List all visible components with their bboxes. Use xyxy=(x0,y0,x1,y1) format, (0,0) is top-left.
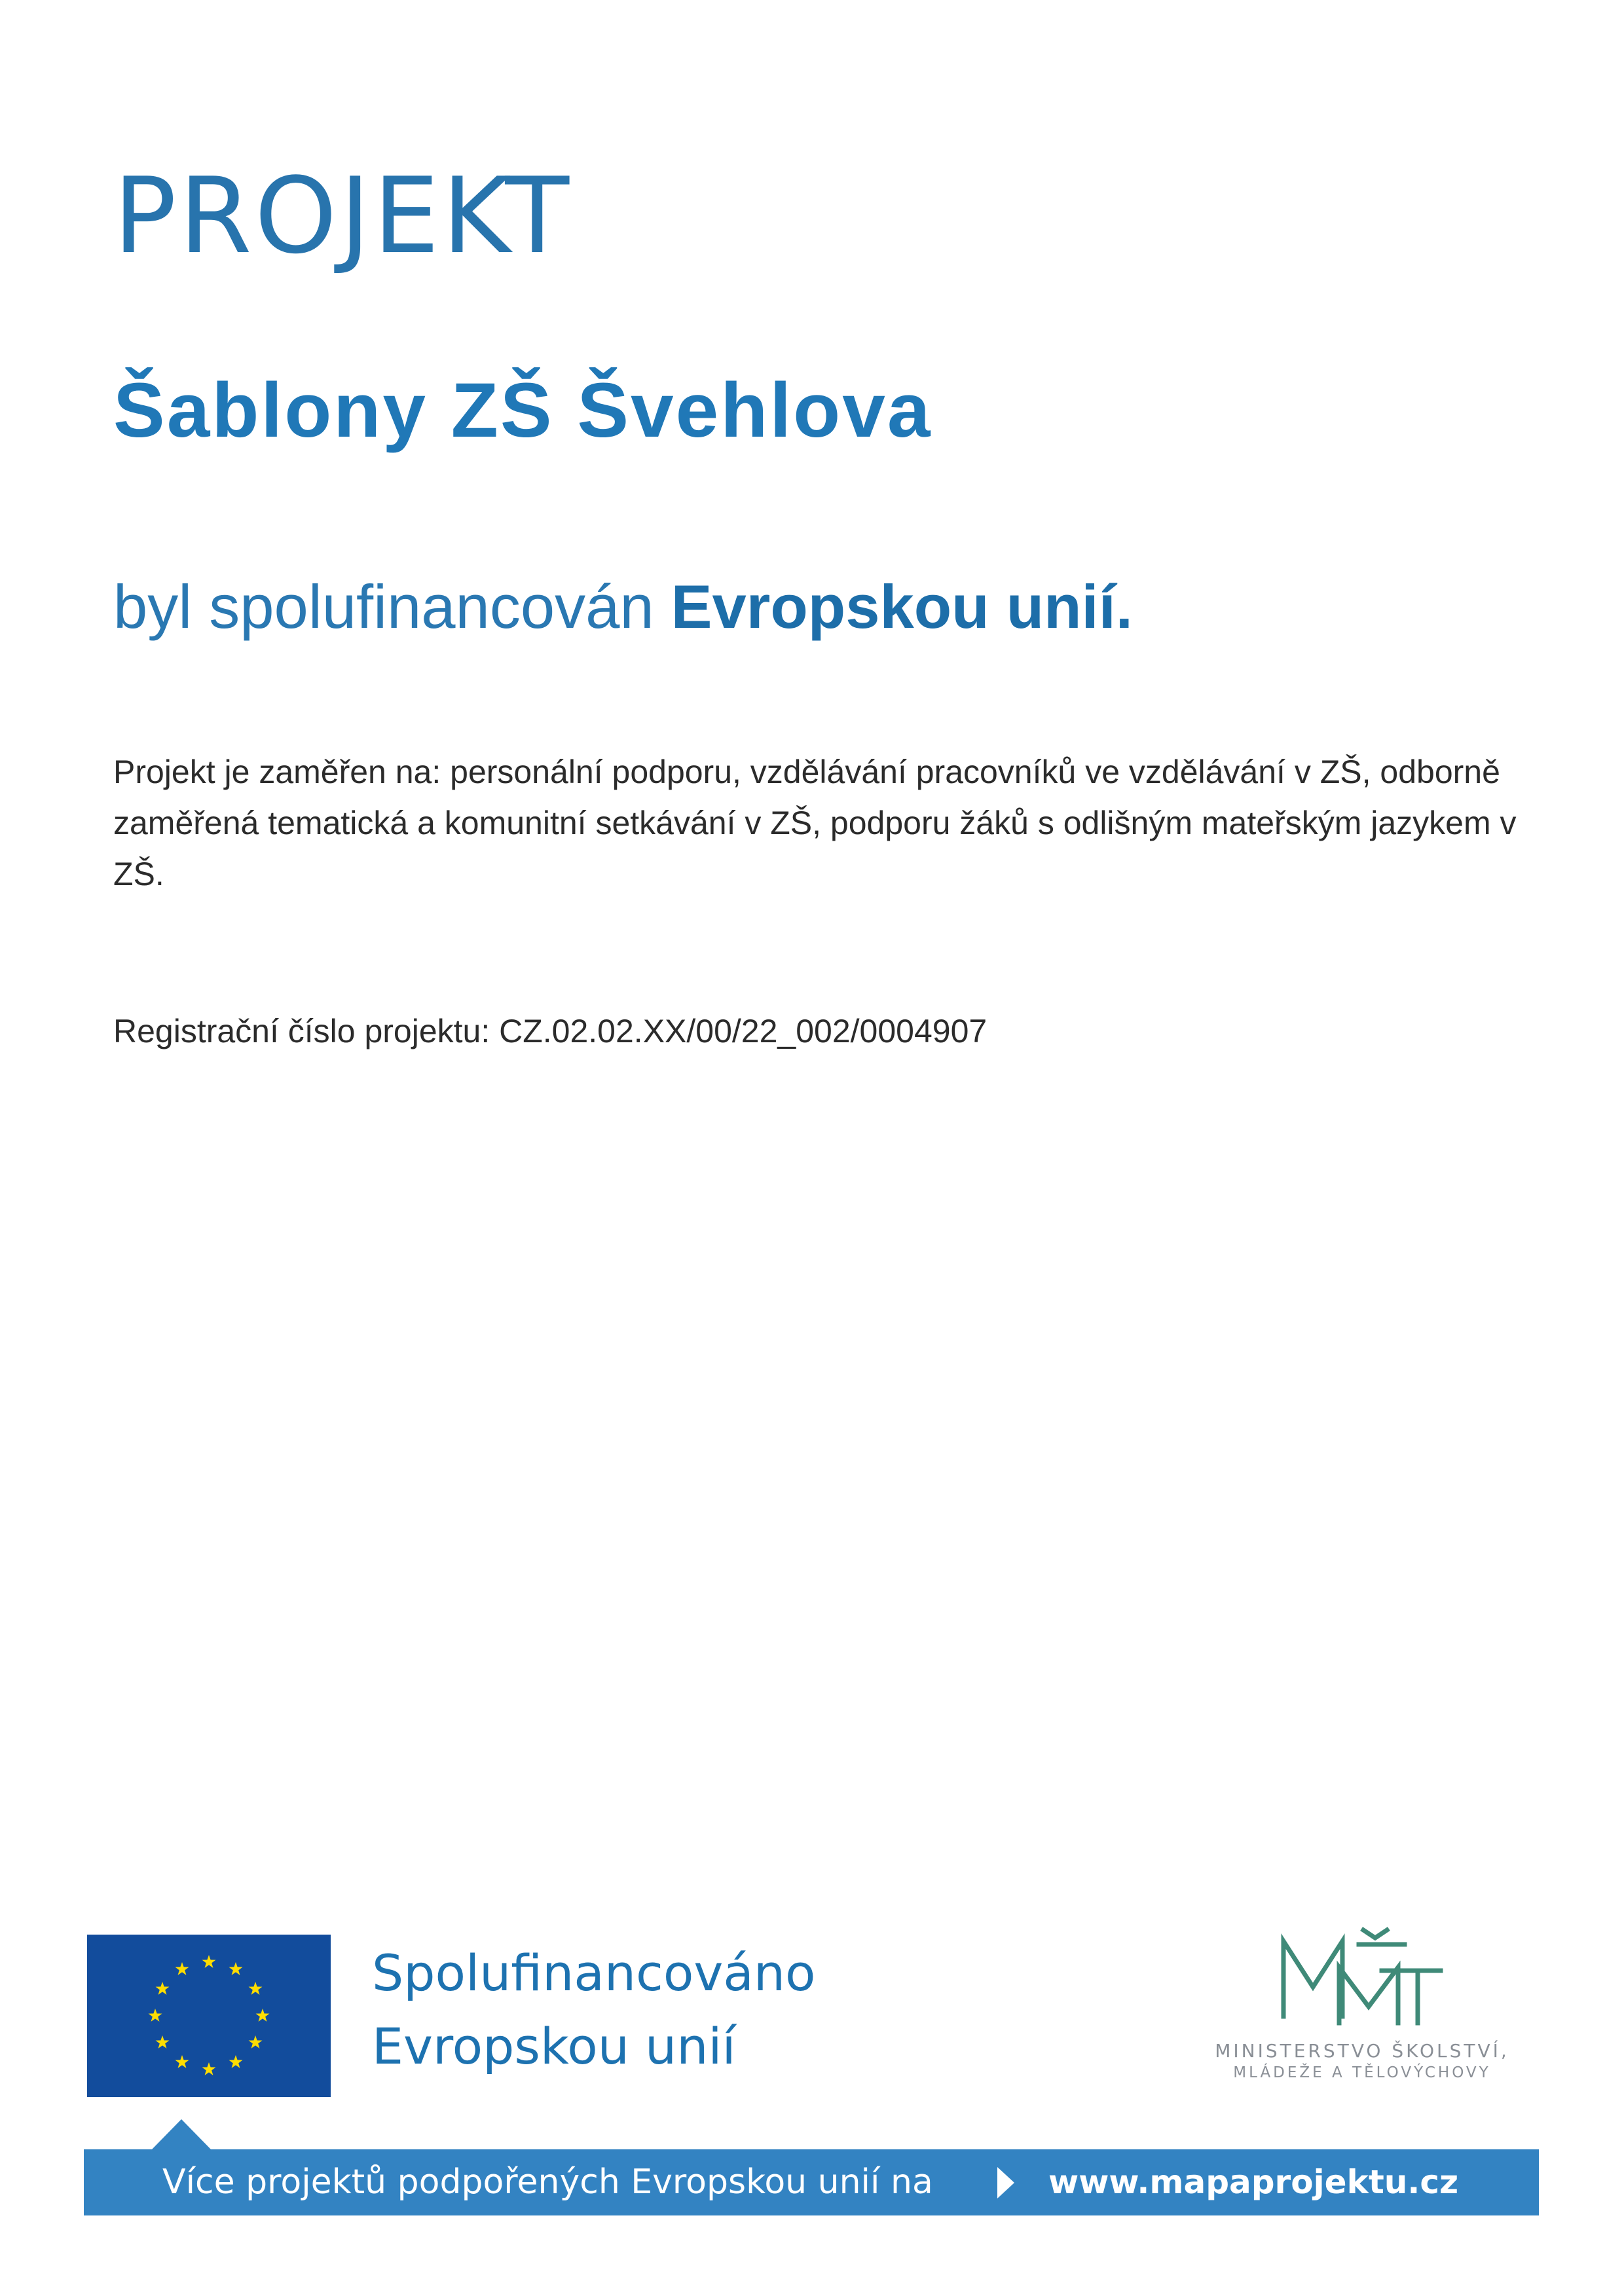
msmt-name-line2: MLÁDEŽE A TĚLOVÝCHOVY xyxy=(1233,2064,1491,2081)
funding-statement xyxy=(113,572,1133,641)
eu-star-icon xyxy=(229,2055,243,2068)
poster-title: PROJEKT xyxy=(113,155,572,277)
eu-star-icon xyxy=(175,1962,189,1975)
eu-star-icon xyxy=(256,2009,270,2022)
msmt-name-line1: MINISTERSTVO ŠKOLSTVÍ, xyxy=(1215,2040,1509,2062)
eu-flag-graphic xyxy=(87,1935,331,2097)
eu-star-icon xyxy=(156,1982,170,1995)
footer-text: Více projektů podpořených Evropskou unií na xyxy=(162,2162,933,2202)
eu-star-icon xyxy=(202,1955,216,1968)
footer-website-link[interactable]: www.mapaprojektu.cz xyxy=(1048,2163,1459,2201)
eu-star-icon xyxy=(249,1982,263,1995)
eu-flag-icon xyxy=(87,1935,331,2097)
funding-eu-emphasis: Evropskou unií. xyxy=(671,572,1133,641)
eu-slogan-line2: Evropskou unií xyxy=(372,2017,736,2075)
eu-star-icon xyxy=(175,2055,189,2068)
project-name: Šablony ZŠ Švehlova xyxy=(113,367,932,454)
triangle-right-icon xyxy=(997,2167,1014,2198)
footer-banner-notch xyxy=(152,2119,211,2149)
eu-star-icon xyxy=(229,1962,243,1975)
eu-star-icon xyxy=(156,2035,170,2049)
eu-slogan-line1: Spolufinancováno xyxy=(372,1944,816,2002)
msmt-name xyxy=(1192,2039,1532,2083)
eu-star-icon xyxy=(249,2035,263,2049)
msmt-logo xyxy=(1192,1925,1532,2095)
eu-cofinanced-logo-text xyxy=(372,1937,816,2083)
project-description: Projekt je zaměřen na: personální podporu, vzdělávání pracovníků ve vzdělávání v ZŠ, odborně zaměřená tematická a komunitní setkávání v ZŠ, podporu žáků s odlišným mateřským jazykem v ZŠ. xyxy=(113,754,1517,892)
funding-prefix: byl spolufinancován xyxy=(113,572,671,641)
footer-banner xyxy=(84,2149,1539,2215)
eu-star-icon xyxy=(202,2062,216,2075)
msmt-logo-icon xyxy=(1277,1925,1447,2030)
eu-star-icon xyxy=(149,2009,162,2022)
registration-number: Registrační číslo projektu: CZ.02.02.XX/00/22_002/0004907 xyxy=(113,1013,987,1049)
